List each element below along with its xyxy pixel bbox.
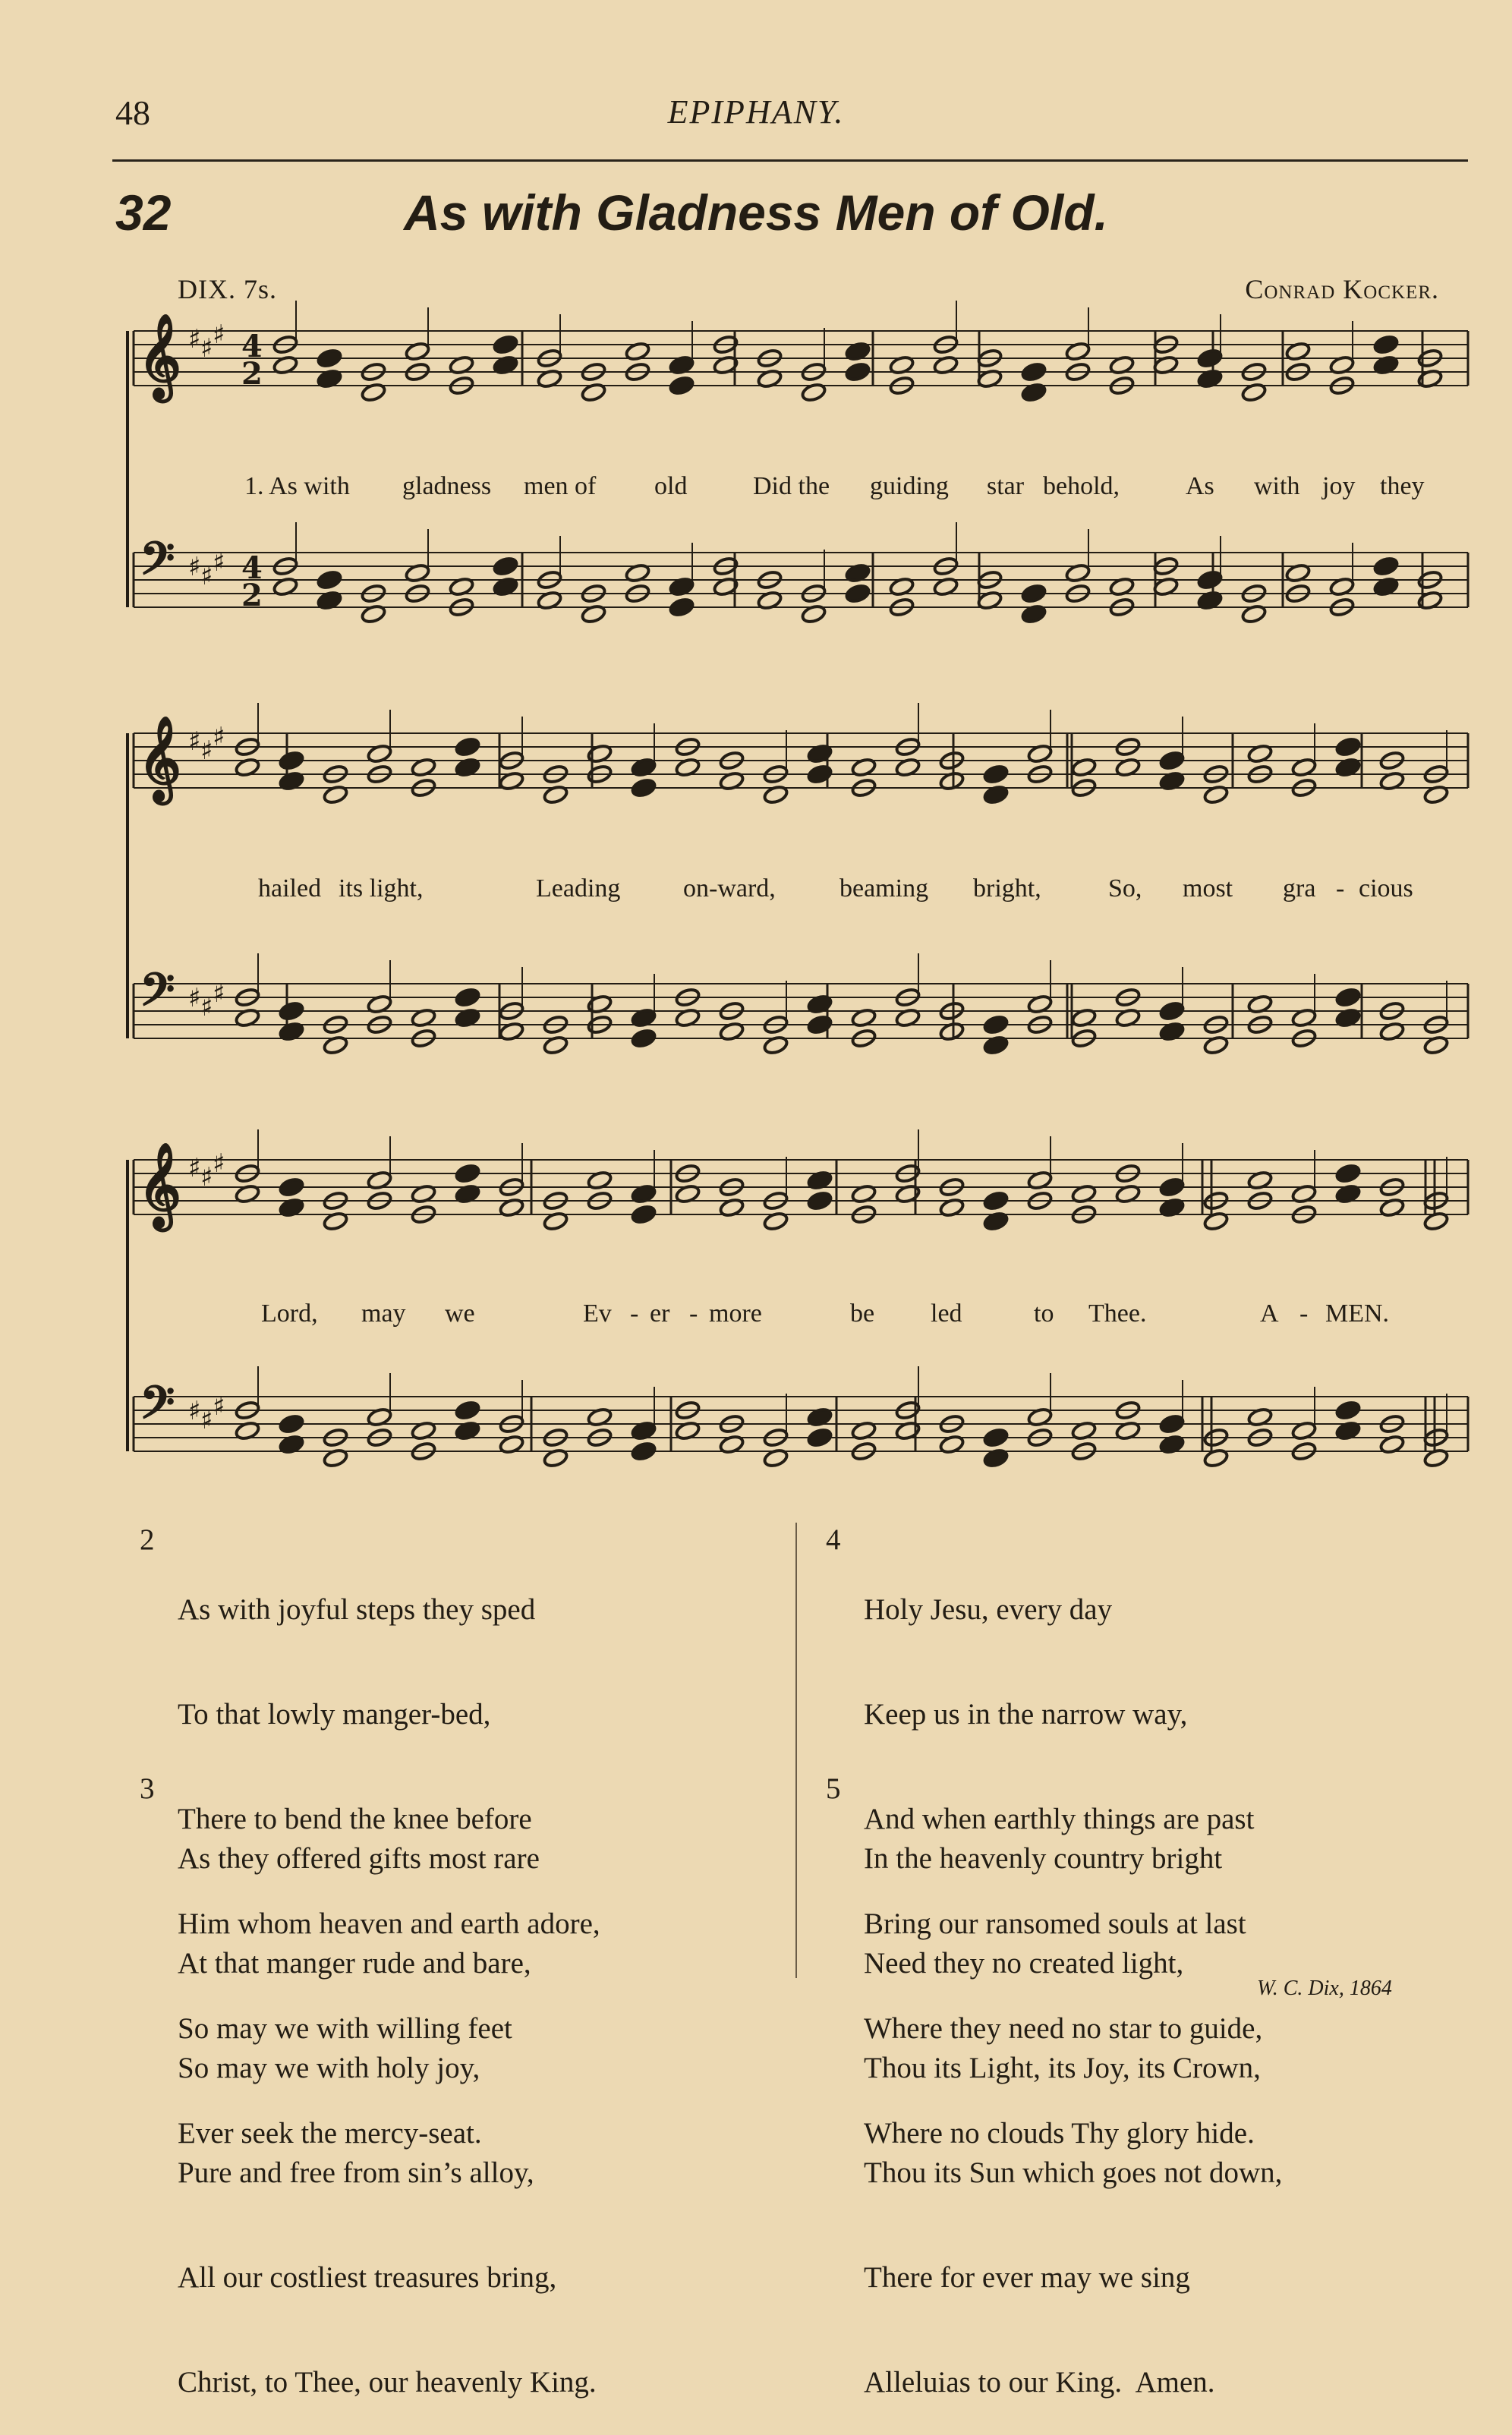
sharp-icon: ♯ (188, 324, 201, 354)
treble-clef-icon: 𝄞 (138, 313, 181, 398)
note-head (455, 1400, 480, 1420)
verse-3 (178, 1772, 597, 2435)
bass-clef-icon: 𝄢 (140, 962, 175, 1027)
sharp-icon: ♯ (200, 1162, 213, 1192)
sharp-icon: ♯ (188, 983, 201, 1013)
time-sig-bottom: 2 (241, 578, 263, 613)
sharp-icon: ♯ (200, 561, 213, 591)
lyric-3-14: - (1299, 1299, 1309, 1328)
note-head (1335, 1400, 1361, 1420)
lyric-2-4: on-ward, (683, 874, 776, 902)
lyric-1-8: behold, (1043, 472, 1120, 500)
sharp-icon: ♯ (200, 333, 213, 364)
note-head (1197, 569, 1223, 590)
lyric-2-11: cious (1359, 874, 1413, 902)
note-head (279, 1000, 304, 1021)
note-head (807, 1014, 833, 1035)
note-head (1159, 1177, 1185, 1197)
lyric-1-2: gladness (402, 472, 492, 500)
time-sig-top: 4 (241, 329, 263, 364)
verse-line: Thou its Light, its Joy, its Crown, (864, 2052, 1261, 2084)
sharp-icon: ♯ (213, 978, 225, 1009)
treble-clef-icon: 𝄞 (138, 715, 181, 801)
verse-line: Need they no created light, (864, 1947, 1184, 1980)
verse-line: Where no clouds Thy glory hide. (864, 2117, 1255, 2150)
note-head (1021, 361, 1047, 382)
column-divider (795, 1523, 797, 1978)
sharp-icon: ♯ (213, 320, 225, 350)
lyric-1-5: Did the (753, 472, 830, 500)
author-attribution: W. C. Dix, 1864 (1257, 1977, 1392, 2000)
note-head (669, 375, 695, 395)
note-head (1373, 556, 1399, 576)
sharp-icon: ♯ (213, 547, 225, 578)
lyric-3-10: led (931, 1299, 962, 1328)
lyric-3-1: Lord, (261, 1299, 318, 1328)
sharp-icon: ♯ (188, 1153, 201, 1183)
sharp-icon: ♯ (188, 726, 201, 757)
lyric-1-6: guiding (870, 472, 949, 500)
lyric-3-2: may (361, 1299, 406, 1328)
verse-5 (864, 1772, 1282, 2435)
lyric-3-9: be (850, 1299, 875, 1328)
verse-line: In the heavenly country bright (864, 1842, 1223, 1875)
sharp-icon: ♯ (213, 1148, 225, 1179)
lyric-1-7: star (987, 472, 1025, 500)
note-head (807, 764, 833, 784)
note-head (983, 764, 1009, 784)
note-head (845, 583, 871, 603)
lyric-3-7: - (689, 1299, 698, 1328)
time-sig-top: 4 (241, 550, 263, 586)
hymn-number: 32 (115, 184, 172, 241)
note-head (1159, 750, 1185, 770)
lyric-3-12: Thee. (1088, 1299, 1147, 1328)
lyric-1-11: joy (1322, 472, 1356, 500)
sharp-icon: ♯ (200, 992, 213, 1022)
verse-5-number: 5 (826, 1772, 841, 1805)
lyric-2-10: - (1336, 874, 1345, 902)
lyric-2-6: bright, (973, 874, 1041, 902)
sharp-icon: ♯ (200, 736, 213, 766)
note-head (1197, 348, 1223, 368)
sharp-icon: ♯ (213, 1391, 225, 1422)
verse-line: There for ever may we sing (864, 2261, 1190, 2294)
note-head (1335, 736, 1361, 757)
treble-clef-icon: 𝄞 (138, 1142, 181, 1227)
verse-line: All our costliest treasures bring, (178, 2261, 557, 2294)
note-head (983, 1014, 1009, 1035)
note-head (279, 750, 304, 770)
note-head (983, 1427, 1009, 1447)
lyric-3-4: Ev (583, 1299, 612, 1328)
verse-4-number: 4 (826, 1523, 841, 1556)
time-sig-bottom: 2 (241, 356, 263, 392)
lyric-3-6: er (650, 1299, 670, 1328)
verse-line: At that manger rude and bare, (178, 1947, 531, 1980)
sharp-icon: ♯ (200, 1405, 213, 1435)
lyric-2-2: its light, (339, 874, 424, 902)
note-head (631, 777, 657, 798)
note-head (631, 1204, 657, 1224)
lyric-2-9: gra (1283, 874, 1316, 902)
hymn-title: As with Gladness Men of Old. (404, 184, 1108, 241)
composer-name: Conrad Kocker. (1245, 274, 1439, 304)
note-head (1373, 334, 1399, 354)
lyric-3-5: - (630, 1299, 639, 1328)
verse-line: Holy Jesu, every day (864, 1593, 1113, 1626)
verse-line: Thou its Sun which goes not down, (864, 2156, 1283, 2189)
note-head (631, 1028, 657, 1048)
note-head (669, 597, 695, 617)
verse-line: As they offered gifts most rare (178, 1842, 540, 1875)
lyric-3-3: we (445, 1299, 475, 1328)
note-head (317, 348, 342, 368)
page-number: 48 (115, 93, 150, 132)
lyric-1-9: As (1186, 472, 1214, 500)
lyric-2-5: beaming (839, 874, 929, 902)
note-head (493, 556, 518, 576)
verse-line: Ever seek the mercy-seat. (178, 2117, 482, 2150)
note-head (1335, 1163, 1361, 1183)
lyric-3-15: MEN. (1325, 1299, 1390, 1328)
sharp-icon: ♯ (188, 1396, 201, 1426)
lyric-3-8: more (709, 1299, 762, 1328)
note-head (845, 361, 871, 382)
note-head (1159, 1000, 1185, 1021)
note-head (631, 1441, 657, 1461)
verse-line: Christ, to Thee, our heavenly King. (178, 2366, 597, 2399)
note-head (807, 1427, 833, 1447)
lyric-1-3: men of (524, 472, 597, 500)
verse-line: Bring our ransomed souls at last (864, 1907, 1246, 1940)
verse-line: Him whom heaven and earth adore, (178, 1907, 600, 1940)
note-head (455, 736, 480, 757)
running-head: EPIPHANY. (667, 93, 845, 131)
lyric-3-11: to (1034, 1299, 1054, 1328)
verse-line: So may we with willing feet (178, 2012, 512, 2045)
bass-clef-icon: 𝄢 (140, 531, 175, 596)
verse-line: So may we with holy joy, (178, 2052, 480, 2084)
lyric-1-1: 1. As with (244, 472, 350, 500)
note-head (279, 1413, 304, 1434)
verse-3-number: 3 (140, 1772, 155, 1805)
verse-line: And when earthly things are past (864, 1803, 1255, 1835)
verse-2-number: 2 (140, 1523, 155, 1556)
verse-line: Keep us in the narrow way, (864, 1698, 1188, 1731)
lyric-2-8: most (1183, 874, 1233, 902)
note-head (455, 987, 480, 1007)
note-head (1159, 1413, 1185, 1434)
verse-line: There to bend the knee before (178, 1803, 532, 1835)
note-head (317, 569, 342, 590)
verse-line: To that lowly manger-bed, (178, 1698, 491, 1731)
note-head (279, 1177, 304, 1197)
verse-line: Alleluias to our King. Amen. (864, 2366, 1215, 2399)
verse-line: Pure and free from sin’s alloy, (178, 2156, 534, 2189)
note-head (455, 1163, 480, 1183)
lyric-1-12: they (1380, 472, 1425, 500)
note-head (1335, 987, 1361, 1007)
lyric-1-10: with (1254, 472, 1300, 500)
lyric-2-3: Leading (536, 874, 621, 902)
bass-clef-icon: 𝄢 (140, 1375, 175, 1440)
note-head (493, 334, 518, 354)
lyric-3-13: A (1260, 1299, 1279, 1328)
note-head (1021, 583, 1047, 603)
lyric-1-4: old (654, 472, 688, 500)
sharp-icon: ♯ (213, 722, 225, 752)
note-head (983, 1190, 1009, 1211)
verse-line: Where they need no star to guide, (864, 2012, 1263, 2045)
note-head (807, 1190, 833, 1211)
lyric-2-1: hailed (258, 874, 322, 902)
verse-line: As with joyful steps they sped (178, 1593, 536, 1626)
sharp-icon: ♯ (188, 552, 201, 582)
tune-name: DIX. 7s. (178, 274, 277, 304)
lyric-2-7: So, (1108, 874, 1142, 902)
